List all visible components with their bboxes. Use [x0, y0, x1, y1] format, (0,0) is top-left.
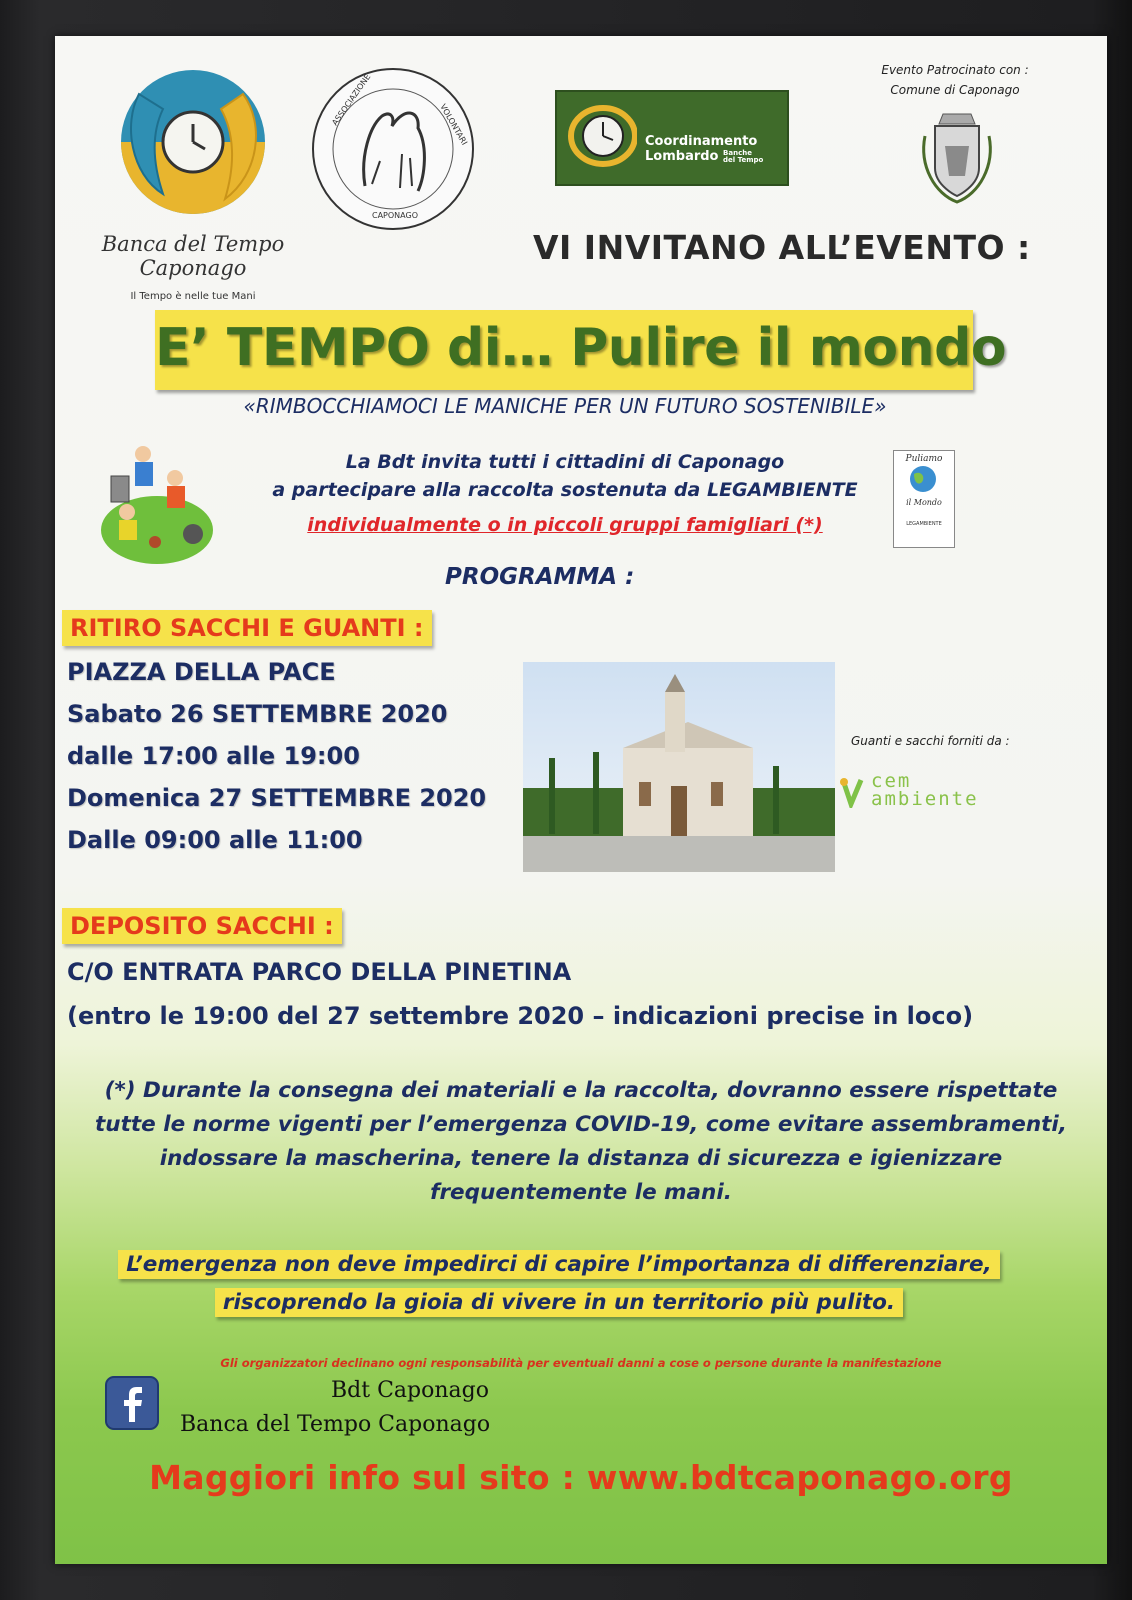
coord-small2: del Tempo: [723, 155, 764, 164]
coord-line1: Coordinamento: [645, 134, 758, 149]
intro-text: [225, 448, 905, 504]
clock-icon: [567, 104, 637, 168]
bdt-logo-title: Banca del Tempo: [101, 232, 285, 256]
invitano-heading: VI INVITANO ALL’EVENTO :: [533, 228, 1031, 267]
coord-small1: Banche: [723, 148, 752, 157]
covid-line3: indossare la mascherina, tenere la distanza di sicurezza e igienizzare: [159, 1146, 1003, 1171]
patrocinio-line1: Evento Patrocinato con :: [881, 63, 1029, 77]
event-title: E’ TEMPO di… Pulire il mondo: [155, 318, 1007, 378]
associazione-volontari-logo: [310, 66, 476, 232]
intro-line3: individualmente o in piccoli gruppi famigliari (*): [307, 514, 823, 536]
cem-line1: cem: [871, 770, 912, 792]
facebook-icon[interactable]: [105, 1376, 159, 1430]
emergenza-line2: riscoprendo la gioia di vivere in un territorio più pulito.: [215, 1288, 903, 1317]
puliamo-bottom: LEGAMBIENTE: [906, 521, 942, 527]
ritiro-place: PIAZZA DELLA PACE: [67, 658, 336, 686]
children-cleaning-illustration: [97, 438, 215, 568]
covid-line1: (*) Durante la consegna dei materiali e la raccolta, dovranno essere rispettate: [104, 1078, 1058, 1103]
coordinamento-text: [645, 134, 763, 164]
intro-line1: La Bdt invita tutti i cittadini di Caponago: [345, 451, 785, 473]
church-photo: [523, 662, 835, 872]
deposito-heading: DEPOSITO SACCHI :: [62, 908, 342, 944]
coord-line2-row: [645, 149, 763, 164]
comune-crest-icon: [915, 106, 999, 212]
globe-icon: [894, 464, 952, 494]
leaf-icon: [839, 776, 865, 808]
facebook-page-name[interactable]: Banca del Tempo Caponago: [180, 1412, 491, 1437]
deposito-note: (entro le 19:00 del 27 settembre 2020 – indicazioni precise in loco): [67, 1002, 974, 1030]
patrocinio-text: [855, 60, 1055, 100]
covid-line4: frequentemente le mani.: [430, 1180, 732, 1205]
emergenza-row2: [103, 1284, 1015, 1322]
bdt-logo-place: Caponago: [139, 256, 247, 280]
cem-line2: ambiente: [871, 788, 979, 810]
puliamo-il-mondo-logo: [893, 450, 955, 548]
bdt-logo-name: [73, 232, 313, 280]
patrocinio-line2: Comune di Caponago: [890, 83, 1020, 97]
programma-heading: PROGRAMMA :: [445, 564, 635, 590]
coord-small: [723, 150, 763, 164]
disclaimer: Gli organizzatori declinano ogni responsabilità per eventuali danni a cose o persone durante la manifestazione: [220, 1356, 942, 1370]
ritiro-day1: Sabato 26 SETTEMBRE 2020: [67, 700, 448, 728]
facebook-page-short[interactable]: Bdt Caponago: [331, 1378, 489, 1403]
assoc-arc-top: ASSOCIAZIONE: [330, 72, 373, 128]
bdt-logo-motto: Il Tempo è nelle tue Mani: [130, 291, 256, 302]
ritiro-time1: dalle 17:00 alle 19:00: [67, 742, 360, 770]
ritiro-heading: RITIRO SACCHI E GUANTI :: [62, 610, 432, 646]
forniti-label: Guanti e sacchi forniti da :: [851, 734, 1010, 748]
coordinamento-lombardo-logo: [555, 90, 789, 186]
cem-ambiente-logo: [839, 772, 1064, 812]
coord-line2: Lombardo: [645, 149, 719, 164]
emergenza-notice: [103, 1246, 1015, 1322]
event-poster: [55, 36, 1107, 1564]
deposito-place: C/O ENTRATA PARCO DELLA PINETINA: [67, 958, 572, 986]
event-subtitle: «RIMBOCCHIAMOCI LE MANICHE PER UN FUTURO SOSTENIBILE»: [243, 394, 887, 418]
ritiro-time2: Dalle 09:00 alle 11:00: [67, 826, 363, 854]
intro-line2: a partecipare alla raccolta sostenuta da LEGAMBIENTE: [272, 479, 858, 501]
emergenza-line1: L’emergenza non deve impedirci di capire l’importanza di differenziare,: [118, 1250, 999, 1279]
emergenza-row1: [103, 1246, 1015, 1284]
puliamo-middle: il Mondo: [906, 498, 942, 507]
website-info[interactable]: Maggiori info sul sito : www.bdtcaponago.org: [149, 1458, 1013, 1497]
ritiro-day2: Domenica 27 SETTEMBRE 2020: [67, 784, 487, 812]
covid-notice: [55, 1074, 1107, 1210]
assoc-arc-bottom: CAPONAGO: [372, 211, 418, 220]
covid-line2: tutte le norme vigenti per l’emergenza COVID-19, come evitare assembramenti,: [95, 1112, 1067, 1137]
puliamo-top: Puliamo: [905, 454, 943, 464]
assoc-arc-right: VOLONTARI: [438, 102, 469, 147]
